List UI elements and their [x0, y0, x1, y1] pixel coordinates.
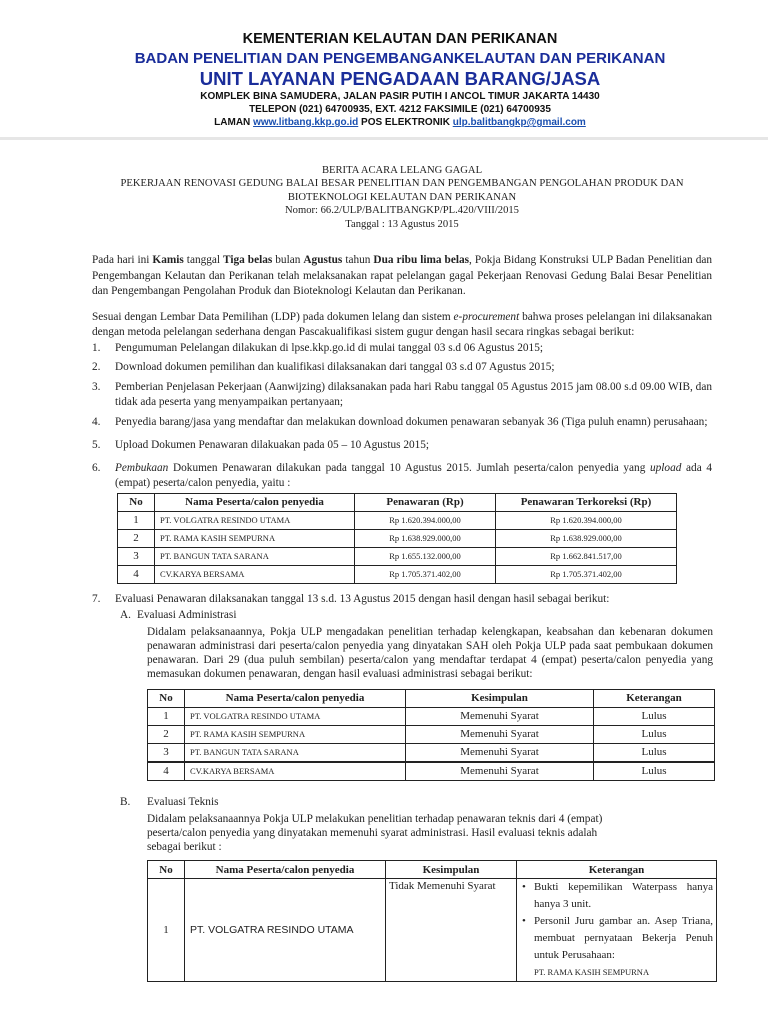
phone: TELEPON (021) 64700935, EXT. 4212 FAKSIMILE (021) 64700935: [249, 104, 551, 115]
website-link[interactable]: www.litbang.kkp.go.id: [253, 117, 359, 128]
cell: 4: [118, 565, 155, 583]
text: bahwa proses pelelangan ini dilaksanakan dengan metoda pelelangan sederhana dengan Pascakualifikasi sistem gugur dengan hasil secara ringkas sebagai berikut:: [92, 310, 713, 339]
cell: Rp 1.655.132.000,00: [355, 547, 496, 565]
contact-line: [0, 117, 768, 129]
cell: CV.KARYA BERSAMA: [155, 565, 355, 583]
section-b-text: Didalam pelaksanaannya Pokja ULP melakukan penelitian terhadap penawaran teknis dari 4 (empat) peserta/calon penyedia yang dinyatakan memenuhi syarat administrasi. Hasil evaluasi teknis adalah sebagai berikut :: [147, 813, 603, 854]
cell: PT. VOLGATRA RESINDO UTAMA: [185, 879, 386, 982]
item-7: [92, 592, 712, 608]
table-header: [118, 493, 677, 511]
section-label: B.: [120, 795, 131, 808]
cell: Rp 1.662.841.517,00: [496, 547, 677, 565]
table-row: [148, 725, 715, 743]
cell: Rp 1.705.371.402,00: [496, 565, 677, 583]
table-header: [148, 689, 715, 707]
section-b-heading: [92, 795, 712, 811]
column-header: Nama Peserta/calon penyedia: [185, 861, 386, 879]
summary-paragraph: [92, 310, 712, 341]
section-title: Evaluasi Administrasi: [137, 609, 237, 622]
cell: 1: [148, 879, 185, 982]
item-number: 5.: [92, 439, 101, 452]
table-row: [148, 707, 715, 725]
process-list: [92, 341, 712, 492]
opening-paragraph: [92, 253, 712, 300]
table-header: [148, 861, 717, 879]
text: , Pokja Bidang Konstruksi ULP Badan Penelitian dan Pengembangan Kelautan dan Perikanan telah melaksanakan rapat pelelangan gagal Pekerjaan Renovasi Gedung Balai Besar Penelitian dan Pengembangan Pengolahan Produk dan Bioteknologi Kelautan dan Perikanan.: [92, 254, 713, 298]
table-row: [118, 529, 677, 547]
table-row: [118, 547, 677, 565]
cell: 1: [118, 511, 155, 529]
section-label: A.: [120, 609, 131, 622]
list-item: [92, 341, 712, 357]
cell: PT. RAMA KASIH SEMPURNA: [185, 725, 406, 743]
cell: Rp 1.638.929.000,00: [355, 529, 496, 547]
month: Agustus: [303, 254, 343, 267]
cell: PT. VOLGATRA RESINDO UTAMA: [185, 707, 406, 725]
title-line: PEKERJAAN RENOVASI GEDUNG BALAI BESAR PENELITIAN DAN PENGEMBANGAN PENGOLAHAN PRODUK DAN: [120, 178, 684, 190]
cell: 2: [148, 725, 185, 743]
item-text: Pembukaan: [115, 461, 169, 474]
section-title: Evaluasi Teknis: [147, 795, 219, 808]
text: tahun: [342, 254, 374, 267]
table-row: [148, 879, 717, 982]
list-item: [92, 360, 712, 376]
list-item: [92, 438, 712, 454]
text: Sesuai dengan Lembar Data Pemilihan (LDP) pada dokumen lelang dan sistem: [92, 310, 454, 323]
item-text: Penyedia barang/jasa yang mendaftar dan melakukan download dokumen penawaran sebanyak 36 (Tiga puluh enamn) perusahaan;: [115, 415, 708, 428]
item-text: Pengumuman Pelelangan dilakukan di lpse.kkp.go.id di mulai tanggal 03 s.d 06 Agustus 2015;: [115, 341, 543, 354]
cell: Lulus: [594, 725, 715, 743]
header-divider: [0, 137, 768, 140]
email-link[interactable]: ulp.balitbangkp@gmail.com: [452, 117, 586, 128]
item-text: Evaluasi Penawaran dilaksanakan tanggal 13 s.d. 13 Agustus 2015 dengan hasil dengan hasil sebagai berikut:: [115, 592, 610, 605]
cell: 4: [148, 762, 185, 781]
column-header: No: [148, 689, 185, 707]
item-number: 4.: [92, 415, 101, 428]
item-text: Download dokumen pemilihan dan kualifikasi dilaksanakan dari tanggal 03 s.d 07 Agustus 2015;: [115, 361, 555, 374]
cell: Lulus: [594, 707, 715, 725]
note-company: PT. RAMA KASIH SEMPURNA: [534, 967, 650, 978]
text: bulan: [272, 254, 304, 267]
cell: Lulus: [594, 762, 715, 781]
unit-name: UNIT LAYANAN PENGADAAN BARANG/JASA: [199, 68, 601, 89]
cell: Memenuhi Syarat: [406, 762, 594, 781]
column-header: Keterangan: [517, 861, 717, 879]
cell: PT. BANGUN TATA SARANA: [185, 743, 406, 762]
bid-table: [117, 493, 677, 584]
table-row: [148, 762, 715, 781]
text: e-procurement: [453, 310, 520, 323]
cell: Memenuhi Syarat: [406, 725, 594, 743]
cell: Rp 1.620.394.000,00: [496, 511, 677, 529]
ministry-name: KEMENTERIAN KELAUTAN DAN PERIKANAN: [242, 31, 558, 47]
date: Tiga belas: [223, 254, 273, 267]
cell: Rp 1.638.929.000,00: [496, 529, 677, 547]
section-a-text: Didalam pelaksanaannya, Pokja ULP mengadakan penelitian terhadap kelengkapan, keabsahan dan kebenaran dokumen penawaran administrasi dari peserta/calon penyedia yang dinyatakan SAH oleh Pokja ULP pada saat pembukaan dokumen penawaran. Dari 29 (dua puluh sembilan) peserta/calon yang mendaftar terdapat 4 (empat) peserta/calon penyedia yang memasukan dokumen penawaran, dengan hasil evaluasi administrasi sebagai berikut:: [147, 625, 713, 680]
cell: 1: [148, 707, 185, 725]
document-date: Tanggal : 13 Agustus 2015: [345, 218, 459, 230]
address: KOMPLEK BINA SAMUDERA, JALAN PASIR PUTIH I ANCOL TIMUR JAKARTA 14430: [200, 91, 600, 102]
day: Kamis: [152, 254, 184, 267]
agency-name: BADAN PENELITIAN DAN PENGEMBANGANKELAUTAN DAN PERIKANAN: [134, 50, 666, 67]
column-header: Kesimpulan: [386, 861, 517, 879]
document-body: [92, 164, 712, 982]
cell: Rp 1.620.394.000,00: [355, 511, 496, 529]
item-number: 2.: [92, 361, 101, 374]
table-row: [148, 743, 715, 762]
note-bullet: • Personil Juru gambar an. Asep Triana, membuat pernyataan Bekerja Penuh untuk Perusahaan:: [520, 913, 713, 964]
year: Dua ribu lima belas: [373, 254, 470, 267]
column-header: Penawaran Terkoreksi (Rp): [496, 493, 677, 511]
document-title: [92, 164, 712, 231]
cell: Tidak Memenuhi Syarat: [386, 879, 517, 982]
cell: Rp 1.705.371.402,00: [355, 565, 496, 583]
column-header: No: [148, 861, 185, 879]
item-number: 6.: [92, 461, 101, 474]
cell: 2: [118, 529, 155, 547]
item-text: upload: [650, 461, 682, 474]
table-row: [118, 511, 677, 529]
notes-cell: [517, 879, 717, 982]
column-header: No: [118, 493, 155, 511]
item-number: 1.: [92, 341, 101, 354]
item-text: ada 4 (empat) peserta/calon penyedia, yaitu :: [115, 461, 712, 490]
technical-evaluation-table: [147, 860, 717, 982]
cell: PT. BANGUN TATA SARANA: [155, 547, 355, 565]
cell: CV.KARYA BERSAMA: [185, 762, 406, 781]
cell: Memenuhi Syarat: [406, 743, 594, 762]
title-line: BERITA ACARA LELANG GAGAL: [321, 165, 483, 176]
table-row: [118, 565, 677, 583]
item-text: Upload Dokumen Penawaran dilakuakan pada 05 – 10 Agustus 2015;: [115, 439, 430, 452]
item-number: 3.: [92, 380, 101, 393]
cell: 3: [148, 743, 185, 762]
column-header: Nama Peserta/calon penyedia: [185, 689, 406, 707]
list-item: [92, 380, 712, 411]
list-item: [92, 415, 712, 431]
cell: Lulus: [594, 743, 715, 762]
text: Pada hari ini: [92, 254, 153, 267]
item-text: Pemberian Penjelasan Pekerjaan (Aanwijzing) dilaksanakan pada hari Rabu tanggal 05 Agustus 2015 jam 08.00 s.d 09.00 WIB, dan tidak ada peserta yang menyampaikan pertanyaan;: [115, 380, 712, 409]
admin-evaluation-table: [147, 689, 715, 781]
email-label: POS ELEKTRONIK: [361, 117, 450, 128]
note-bullet: • Bukti kepemilikan Waterpass hanya hanya 3 unit.: [520, 879, 713, 913]
column-header: Kesimpulan: [406, 689, 594, 707]
section-a-heading: [92, 608, 712, 624]
web-label: LAMAN: [214, 117, 251, 128]
document-number: Nomor: 66.2/ULP/BALITBANGKP/PL.420/VIII/2015: [285, 205, 519, 217]
text: tanggal: [183, 254, 224, 267]
column-header: Nama Peserta/calon penyedia: [155, 493, 355, 511]
cell: PT. VOLGATRA RESINDO UTAMA: [155, 511, 355, 529]
column-header: Penawaran (Rp): [355, 493, 496, 511]
list-item: [92, 461, 712, 492]
item-number: 7.: [92, 592, 101, 605]
title-line: BIOTEKNOLOGI KELAUTAN DAN PERIKANAN: [287, 191, 517, 203]
column-header: Keterangan: [594, 689, 715, 707]
item-text: Dokumen Penawaran dilakukan pada tanggal 10 Agustus 2015. Jumlah peserta/calon penyedia yang: [168, 461, 650, 474]
cell: Memenuhi Syarat: [406, 707, 594, 725]
cell: 3: [118, 547, 155, 565]
cell: PT. RAMA KASIH SEMPURNA: [155, 529, 355, 547]
